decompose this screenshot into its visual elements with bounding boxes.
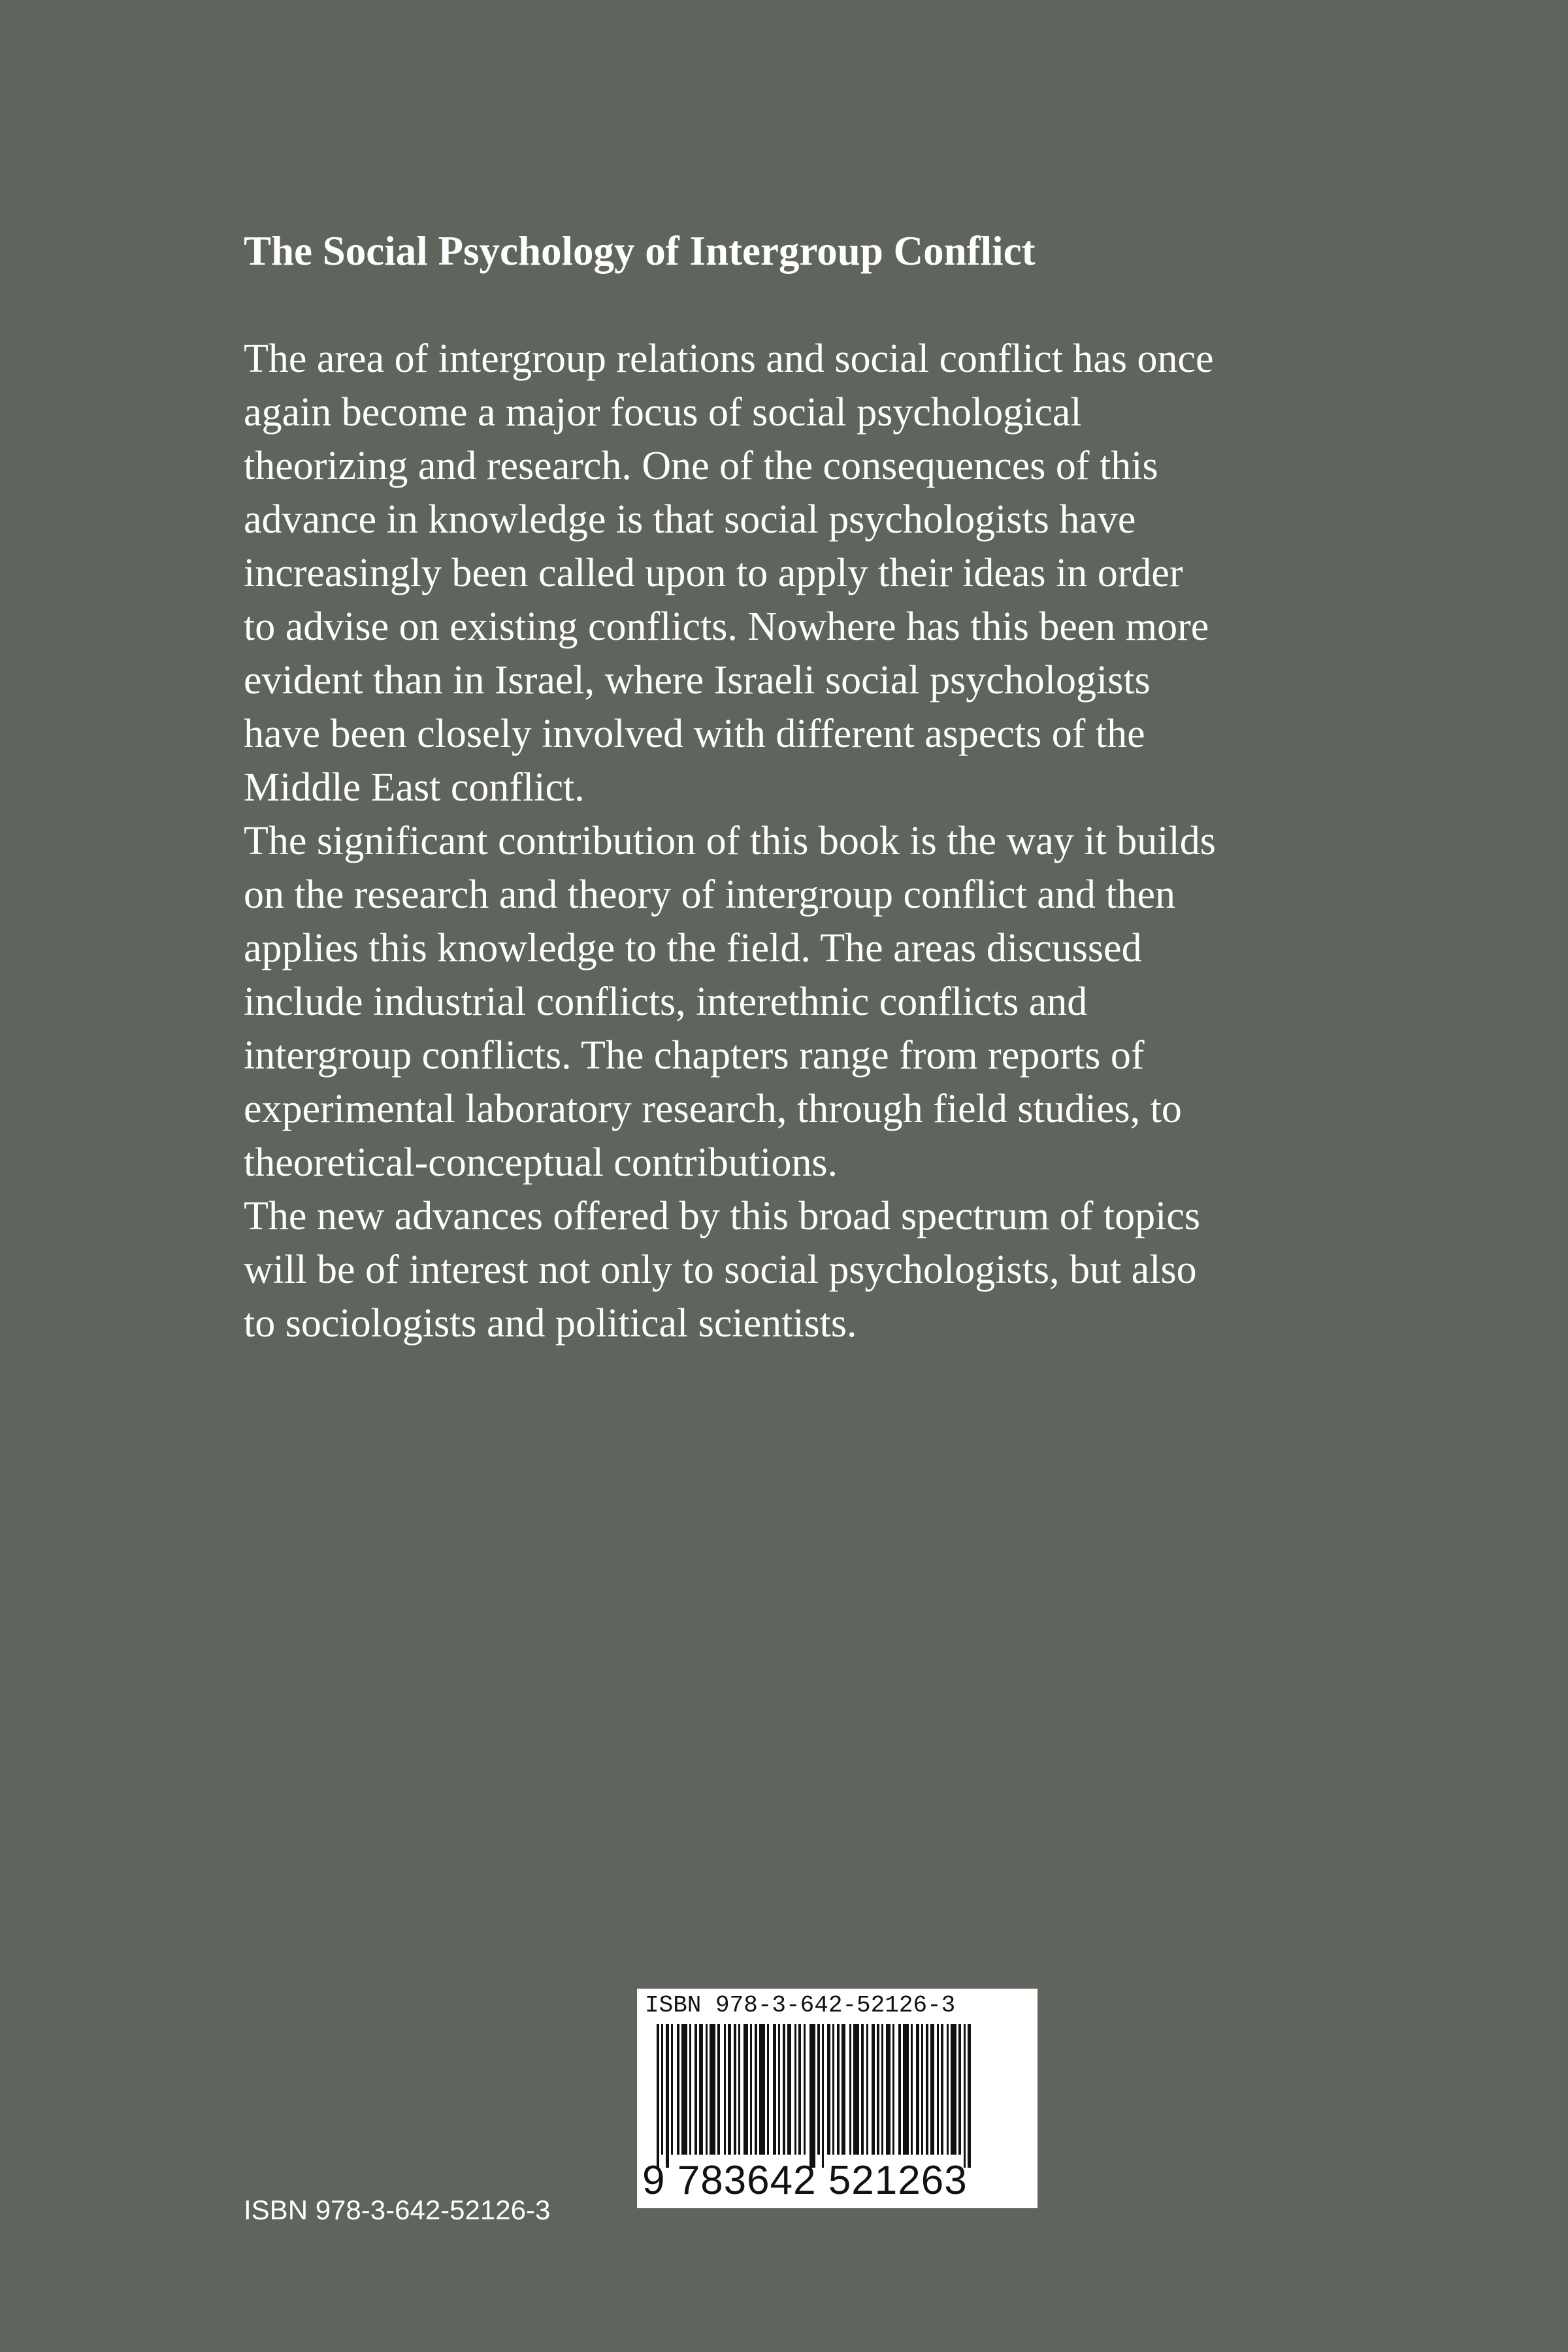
- description-line: The area of intergroup relations and social conflict has once: [244, 337, 1214, 381]
- description-line: again become a major focus of social psychological: [244, 390, 1082, 435]
- book-description: [244, 332, 1420, 1350]
- description-line: Middle East conflict.: [244, 765, 585, 810]
- description-line: applies this knowledge to the field. The areas discussed: [244, 926, 1142, 970]
- description-line: on the research and theory of intergroup conflict and then: [244, 872, 1176, 917]
- description-line: intergroup conflicts. The chapters range from reports of: [244, 1033, 1145, 1078]
- description-line: evident than in Israel, where Israeli social psychologists: [244, 658, 1151, 703]
- isbn-label: ISBN 978-3-642-52126-3: [244, 2195, 551, 2225]
- description-line: The significant contribution of this book is the way it builds: [244, 819, 1216, 863]
- description-line: advance in knowledge is that social psychologists have: [244, 497, 1136, 542]
- description-line: to advise on existing conflicts. Nowhere has this been more: [244, 605, 1209, 649]
- description-line: include industrial conflicts, interethnic conflicts and: [244, 980, 1088, 1024]
- description-line: to sociologists and political scientists.: [244, 1301, 857, 1346]
- description-line: increasingly been called upon to apply their ideas in order: [244, 551, 1183, 595]
- description-line: will be of interest not only to social psychologists, but also: [244, 1248, 1197, 1292]
- description-line: experimental laboratory research, through field studies, to: [244, 1087, 1182, 1131]
- book-title: The Social Psychology of Intergroup Conflict: [244, 228, 1036, 274]
- description-line: have been closely involved with different aspects of the: [244, 712, 1145, 756]
- description-line: theorizing and research. One of the consequences of this: [244, 444, 1158, 488]
- barcode: [637, 1989, 1037, 2208]
- barcode-isbn-label: ISBN 978-3-642-52126-3: [645, 1992, 956, 2019]
- description-line: theoretical-conceptual contributions.: [244, 1140, 838, 1185]
- description-line: The new advances offered by this broad spectrum of topics: [244, 1194, 1200, 1238]
- barcode-digits: 9 783642 521263: [642, 2158, 968, 2203]
